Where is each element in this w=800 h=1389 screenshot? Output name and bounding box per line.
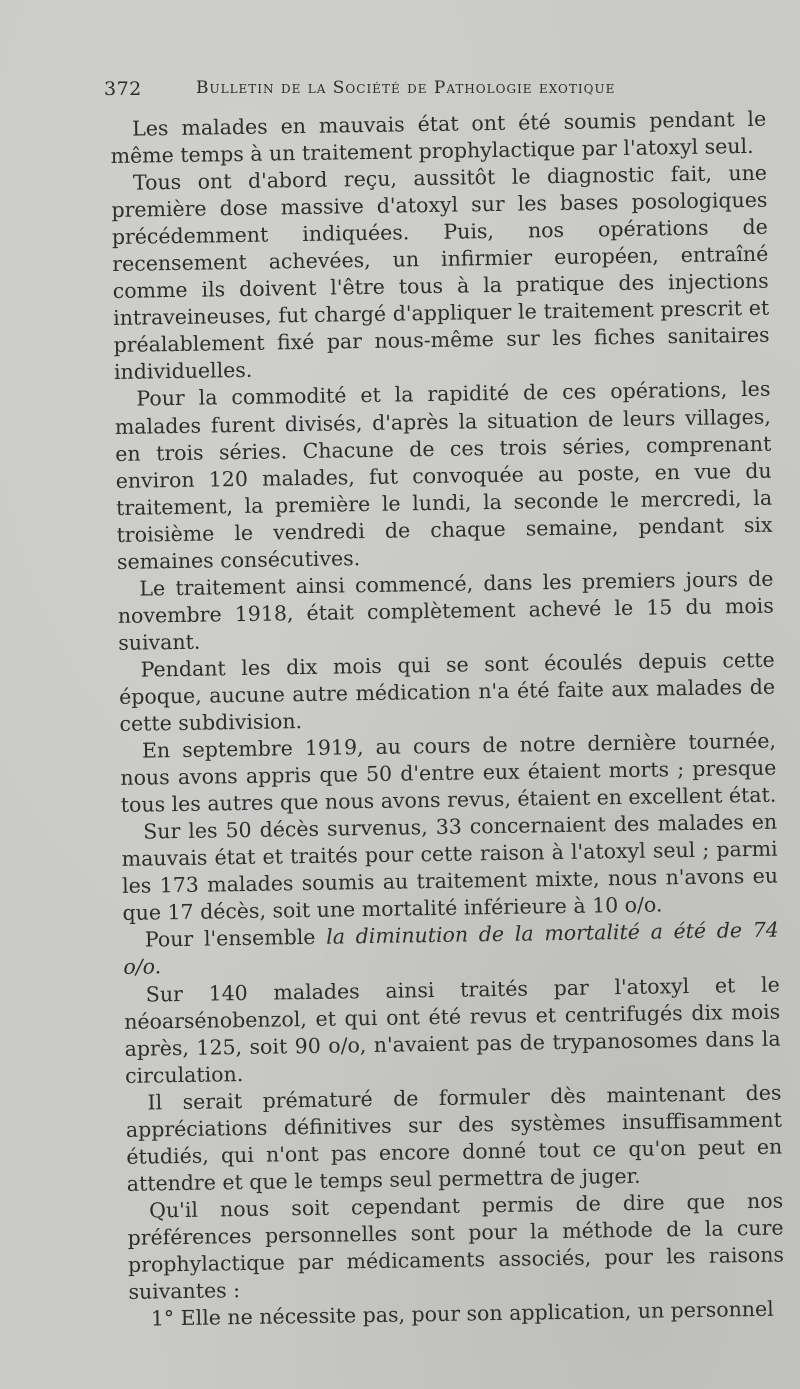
paragraph: Sur les 50 décès survenus, 33 concernaient des malades en mauvais état et traités pour cette raison à l'atoxyl seul ; parmi les 173 malades soumis au traitement mixte, nous n'avons eu que 17 décès, soit une mortalité inférieure à 10 o/o. [121, 809, 779, 926]
paragraph: Les malades en mauvais état ont été soumis pendant le même temps à un traitement prophylactique par l'atoxyl seul. [110, 106, 767, 169]
ensemble-prefix: Pour l'ensemble [144, 925, 327, 952]
paragraph: 1° Elle ne nécessite pas, pour son application, un personnel [150, 1296, 774, 1331]
paragraph: Sur 140 malades ainsi traités par l'atoxyl et le néoarsénobenzol, et qui ont été revus et centrifugés dix mois après, 125, soit 90 o/o, n'avaient pas de trypanosomes dans la circulation. [124, 972, 781, 1088]
paragraph: En septembre 1919, au cours de notre dernière tournée, nous avons appris que 50 d'entre eux étaient morts ; presque tous les autres que nous avons revus, étaient en excellent état. [120, 728, 777, 818]
paragraph: Tous ont d'abord reçu, aussitôt le diagnostic fait, une première dose massive d'atoxyl sur les bases posologiques précédemment indiquées. Puis, nos opérations de recensement achevées, un infirmier européen, entraîné comme ils doivent l'être tous à la pratique des injections intraveineuses, fut chargé d'appliquer le traitement prescrit et préalablement fixé par nous-même sur les fiches sanitaires individuelles. [111, 160, 770, 385]
paragraph: Le traitement ainsi commencé, dans les premiers jours de novembre 1918, était complètement achevé le 15 du mois suivant. [117, 566, 774, 655]
ensemble-emphasis: la diminution de la mortalité a été de 74 o/o. [123, 918, 780, 980]
paragraph: Pour la commodité et la rapidité de ces opérations, les malades furent divisés, d'après la situation de leurs villages, en trois séries. Chacune de ces trois séries, comprenant environ 120 malades, fut convoquée au poste, en vue du traitement, la première le lundi, la seconde le mercredi, la troisième le vendredi de chaque semaine, pendant six semaines consécutives. [114, 377, 773, 574]
page-number: 372 [104, 78, 142, 100]
body-text [110, 106, 785, 1333]
paragraph: Qu'il nous soit cependant permis de dire que nos préférences personnelles sont pour la méthode de la cure prophylactique par médicaments associés, pour les raisons suivantes : [127, 1188, 785, 1304]
running-title: Bulletin de la Société de Pathologie exotique [196, 78, 616, 98]
paragraph: Pendant les dix mois qui se sont écoulés depuis cette époque, aucune autre médication n'a été faite aux malades de cette subdivision. [118, 647, 776, 736]
paragraph: Il serait prématuré de formuler dès maintenant des appréciations définitives sur des systèmes insuffisamment étudiés, qui n'ont pas encore donné tout ce qu'on peut en attendre et que le temps seul permettra de juger. [125, 1080, 783, 1196]
page-header [104, 78, 724, 108]
